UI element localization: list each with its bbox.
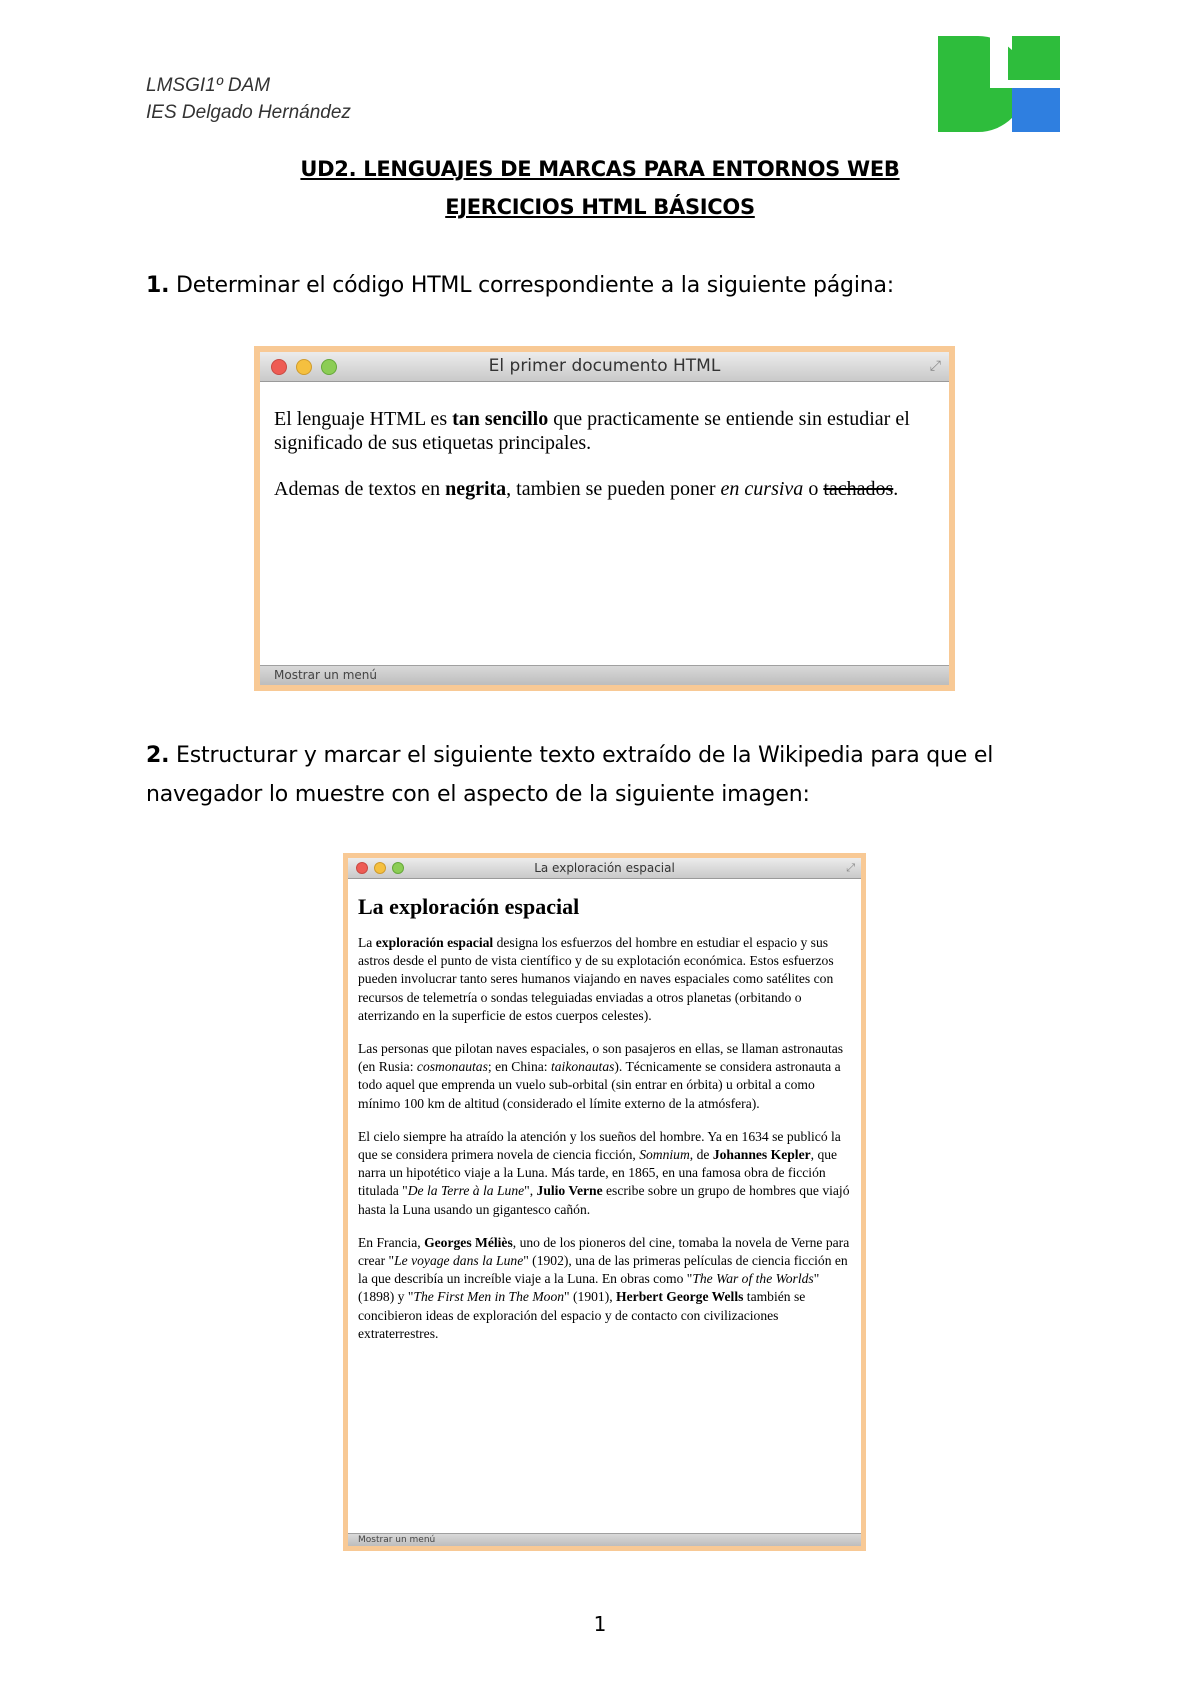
- text-run: Las personas que pilotan naves espaciales, o son pasajeros en ellas, se llaman astronautas (en Rusia:: [358, 1041, 844, 1075]
- unit-title: UD2. LENGUAJES DE MARCAS PARA ENTORNOS WEB: [300, 157, 900, 181]
- text-run: o: [803, 478, 824, 500]
- text-run: también se concibieron ideas de exploración del espacio y de contacto con civilizaciones extraterrestres.: [358, 1289, 806, 1341]
- bold-text: Georges Méliès: [424, 1234, 513, 1250]
- strikethrough-text: tachados: [823, 478, 894, 500]
- bold-text: tan sencillo: [452, 408, 549, 430]
- text-run: ; en China:: [487, 1059, 551, 1075]
- text-run: escribe sobre un grupo de hombres que viajó hasta la Luna usando un gigantesco cañón.: [358, 1183, 850, 1217]
- exercise-2-statement: [146, 736, 1046, 814]
- text-run: En Francia,: [358, 1234, 425, 1250]
- window-1-paragraph-1: [274, 407, 939, 455]
- text-run: " (1901),: [564, 1289, 617, 1305]
- window-1-titlebar: [260, 352, 949, 382]
- exercise-1-text: Determinar el código HTML correspondiente a la siguiente página:: [169, 273, 894, 298]
- bold-text: Julio Verne: [536, 1183, 603, 1199]
- status-menu-link[interactable]: Mostrar un menú: [358, 1535, 436, 1545]
- window-1-paragraph-2: [274, 477, 939, 501]
- italic-text: Le voyage dans la Lune: [394, 1253, 524, 1269]
- course-label: LMSGI1º DAM: [146, 75, 271, 96]
- italic-text: Somnium: [639, 1147, 690, 1163]
- bold-text: Johannes Kepler: [712, 1147, 811, 1163]
- italic-text: taikonautas: [550, 1059, 615, 1075]
- exercises-title: EJERCICIOS HTML BÁSICOS: [445, 195, 755, 219]
- text-run: , uno de los pioneros del cine, tomaba la novela de Verne para crear ": [358, 1234, 850, 1269]
- bold-text: negrita: [445, 478, 507, 500]
- exercise-1-number: 1.: [146, 273, 170, 298]
- article-paragraph-3: [358, 1128, 852, 1219]
- article-paragraph-1: [358, 934, 852, 1025]
- status-menu-link[interactable]: Mostrar un menú: [274, 668, 377, 682]
- fullscreen-icon[interactable]: ⤢: [846, 861, 855, 874]
- text-run: ). Técnicamente se considera astronauta a todo aquel que emprenda un vuelo sub-orbital (sin entrar en órbita) u orbital a como mínimo 100 km de altitud (considerado el límite externo de la atmósfera).: [358, 1059, 841, 1111]
- text-run: , que narra un hipotético viaje a la Luna. Más tarde, en 1865, en una famosa obra de ficción titulada ": [358, 1147, 838, 1199]
- text-run: que practicamente se entiende sin estudiar el significado de sus etiquetas principales.: [274, 408, 910, 454]
- window-2-titlebar: [348, 858, 861, 879]
- text-run: " (1902), una de las primeras películas de ciencia ficción en la que describía un increíble viaje a la Luna. En obras como ": [358, 1253, 848, 1287]
- exercise-2-number: 2.: [146, 743, 170, 768]
- bold-text: Herbert George Wells: [616, 1289, 744, 1305]
- article-paragraph-2: [358, 1040, 852, 1113]
- text-run: , tambien se pueden poner: [506, 478, 721, 500]
- italic-text: cosmonautas: [416, 1059, 488, 1075]
- text-run: .: [893, 478, 899, 500]
- fullscreen-icon[interactable]: ⤢: [929, 358, 941, 374]
- window-2-title: La exploración espacial: [534, 861, 675, 875]
- text-run: El cielo siempre ha atraído la atención y los sueños del hombre. Ya en 1634 se publicó la que se considera primera novela de ciencia ficción,: [358, 1128, 841, 1163]
- browser-window-1: [254, 346, 955, 691]
- browser-window-2: [343, 853, 866, 1551]
- window-2-statusbar: [348, 1533, 861, 1546]
- italic-text: en cursiva: [720, 478, 804, 500]
- article-paragraph-4: [358, 1234, 852, 1343]
- window-1-content: [274, 407, 939, 501]
- document-header: [146, 72, 351, 126]
- exercise-1-statement: [146, 266, 1046, 305]
- zoom-window-button[interactable]: [392, 862, 404, 874]
- italic-text: The First Men in The Moon: [413, 1289, 565, 1305]
- close-window-button[interactable]: [271, 359, 287, 375]
- page-number: 1: [593, 1612, 607, 1636]
- italic-text: De la Terre à la Lune: [407, 1183, 525, 1199]
- school-logo: [938, 36, 1060, 132]
- window-2-content: [358, 893, 852, 1343]
- article-heading: La exploración espacial: [358, 894, 580, 919]
- text-run: , de: [689, 1147, 713, 1163]
- minimize-window-button[interactable]: [296, 359, 312, 375]
- text-run: La: [358, 935, 376, 950]
- text-run: Ademas de textos en: [274, 478, 446, 500]
- bold-text: exploración espacial: [375, 935, 494, 950]
- text-run: El lenguaje HTML es: [274, 408, 453, 430]
- school-name: IES Delgado Hernández: [146, 102, 351, 123]
- close-window-button[interactable]: [356, 862, 368, 874]
- text-run: ",: [524, 1183, 537, 1199]
- italic-text: The War of the Worlds: [692, 1271, 814, 1287]
- text-run: " (1898) y ": [358, 1271, 820, 1305]
- exercise-2-text: Estructurar y marcar el siguiente texto extraído de la Wikipedia para que el navegador lo muestre con el aspecto de la siguiente imagen:: [146, 743, 994, 807]
- text-run: designa los esfuerzos del hombre en estudiar el espacio y sus astros desde el punto de vista científico y de su explotación económica. Estos esfuerzos pueden involucrar tanto seres humanos viajando en naves espaciales como satélites con recursos de telemetría o sondas teleguiadas enviadas a otros planetas (orbitando o aterrizando en la superficie de estos cuerpos celestes).: [358, 935, 834, 1023]
- window-1-title: El primer documento HTML: [488, 356, 721, 376]
- minimize-window-button[interactable]: [374, 862, 386, 874]
- zoom-window-button[interactable]: [321, 359, 337, 375]
- window-1-statusbar: [260, 665, 949, 685]
